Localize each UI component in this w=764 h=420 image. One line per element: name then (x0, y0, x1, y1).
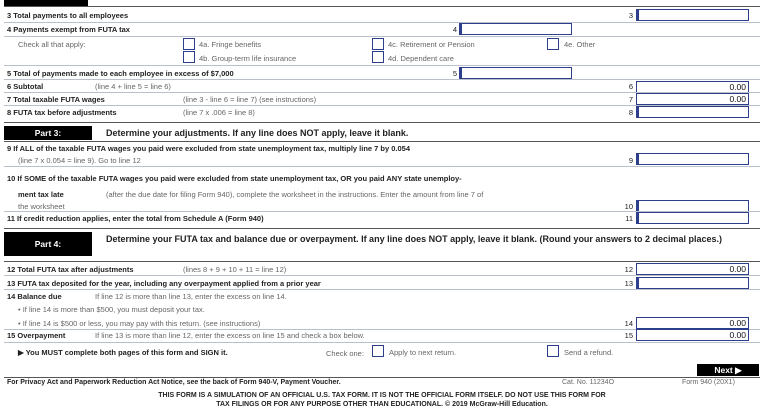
line-4-check-all: Check all that apply: (18, 40, 86, 49)
line-13-num: 13 (624, 279, 633, 288)
line-8-calc: (line 7 x .006 = line 8) (183, 108, 255, 117)
line-8-input[interactable] (636, 106, 749, 118)
part-4-heading: Determine your FUTA tax and balance due or overpayment. If any line does NOT apply, leave it blank. (Round your answers to 2 decimal places.) (106, 234, 722, 244)
part-3-heading: Determine your adjustments. If any line does NOT apply, leave it blank. (106, 128, 409, 138)
line-8-num: 8 (628, 108, 633, 117)
line-4-label: 4 Payments exempt from FUTA tax (7, 25, 130, 34)
line-15-label: 15 Overpayment (7, 331, 66, 340)
line-6-input[interactable]: 0.00 (636, 81, 749, 93)
disclaimer-line-2: TAX FILINGS OR FOR ANY PURPOSE OTHER THAN EDUCATIONAL. © 2019 McGraw-Hill Education. (216, 401, 548, 408)
label-4c: 4c. Retirement or Pension (388, 40, 475, 49)
line-12-calc: (lines 8 + 9 + 10 + 11 = line 12) (183, 265, 287, 274)
checkbox-4b[interactable] (183, 51, 195, 63)
line-10-label-2: ment tax late (18, 190, 64, 199)
line-8-label: 8 FUTA tax before adjustments (7, 108, 117, 117)
checkbox-4d[interactable] (372, 51, 384, 63)
line-13-input[interactable] (636, 277, 749, 289)
line-5-num: 5 (452, 69, 457, 78)
line-5-input[interactable] (459, 67, 572, 79)
label-4d: 4d. Dependent care (388, 54, 454, 63)
line-11-num: 11 (625, 214, 633, 223)
line-12-label: 12 Total FUTA tax after adjustments (7, 265, 134, 274)
line-14-num: 14 (624, 319, 633, 328)
form-number: Form 940 (20X1) (682, 379, 735, 386)
catalog-number: Cat. No. 11234O (562, 379, 615, 386)
privacy-notice: For Privacy Act and Paperwork Reduction Act Notice, see the back of Form 940-V, Payment Voucher. (7, 379, 341, 386)
disclaimer-line-1: THIS FORM IS A SIMULATION OF AN OFFICIAL U.S. TAX FORM. IT IS NOT THE OFFICIAL FORM ITSELF. DO NOT USE THIS FORM FOR (158, 392, 606, 399)
line-3-input[interactable] (636, 9, 749, 21)
line-14-input[interactable]: 0.00 (636, 317, 749, 329)
must-sign-note: ▶ You MUST complete both pages of this form and SIGN it. (18, 348, 228, 357)
checkbox-4a[interactable] (183, 38, 195, 50)
line-15-calc: If line 13 is more than line 12, enter the excess on line 15 and check a box below. (95, 331, 365, 340)
line-9-input[interactable] (636, 153, 749, 165)
line-4-input[interactable] (459, 23, 572, 35)
part-3-title: Part 3: (4, 126, 92, 140)
line-10-label: 10 If SOME of the taxable FUTA wages you paid were excluded from state unemployment tax, OR you paid ANY state unemploy- (7, 174, 462, 183)
line-7-num: 7 (628, 95, 633, 104)
line-14-bullet-1: • If line 14 is more than $500, you must deposit your tax. (18, 305, 205, 314)
line-14-label: 14 Balance due (7, 292, 62, 301)
label-4b: 4b. Group-term life insurance (199, 54, 297, 63)
line-12-input[interactable]: 0.00 (636, 263, 749, 275)
line-11-input[interactable] (636, 212, 749, 224)
checkbox-apply-next[interactable] (372, 345, 384, 357)
line-15-num: 15 (624, 331, 633, 340)
line-14-calc: If line 12 is more than line 13, enter the excess on line 14. (95, 292, 287, 301)
line-3-num: 3 (628, 11, 633, 20)
line-6-calc: (line 4 + line 5 = line 6) (95, 82, 171, 91)
line-9-sub: (line 7 x 0.054 = line 9). Go to line 12 (18, 156, 141, 165)
line-10-calc: (after the due date for filing Form 940), complete the worksheet in the instructions. Enter the amount from line 7 of (106, 190, 484, 199)
checkbox-4c[interactable] (372, 38, 384, 50)
check-one-label: Check one: (326, 349, 364, 358)
line-15-input[interactable]: 0.00 (636, 329, 749, 341)
line-9-num: 9 (628, 156, 633, 165)
line-3-label: 3 Total payments to all employees (7, 11, 129, 20)
line-12-num: 12 (624, 265, 633, 274)
line-13-label: 13 FUTA tax deposited for the year, including any overpayment applied from a prior year (7, 279, 321, 288)
line-6-label: 6 Subtotal (7, 82, 44, 91)
line-7-calc: (line 3 - line 6 = line 7) (see instructions) (183, 95, 317, 104)
part-4-title: Part 4: (4, 232, 92, 256)
label-4a: 4a. Fringe benefits (199, 40, 262, 49)
line-5-label: 5 Total of payments made to each employee in excess of $7,000 (7, 69, 234, 78)
line-6-num: 6 (628, 82, 633, 91)
line-7-input[interactable]: 0.00 (636, 93, 749, 105)
line-10-num: 10 (624, 202, 633, 211)
label-4e: 4e. Other (564, 40, 596, 49)
line-10-calc-2: the worksheet (18, 202, 65, 211)
checkbox-4e[interactable] (547, 38, 559, 50)
checkbox-send-refund[interactable] (547, 345, 559, 357)
line-14-bullet-2: • If line 14 is $500 or less, you may pay with this return. (see instructions) (18, 319, 261, 328)
send-refund-label: Send a refund. (564, 348, 614, 357)
line-9-label: 9 If ALL of the taxable FUTA wages you paid were excluded from state unemployment tax, multiply line 7 by 0.054 (7, 144, 411, 153)
line-11-label: 11 If credit reduction applies, enter the total from Schedule A (Form 940) (7, 214, 264, 223)
apply-next-label: Apply to next return. (389, 348, 457, 357)
line-7-label: 7 Total taxable FUTA wages (7, 95, 105, 104)
top-divider (4, 6, 760, 7)
next-button[interactable]: Next ▶ (697, 364, 759, 376)
line-4-num: 4 (452, 25, 457, 34)
